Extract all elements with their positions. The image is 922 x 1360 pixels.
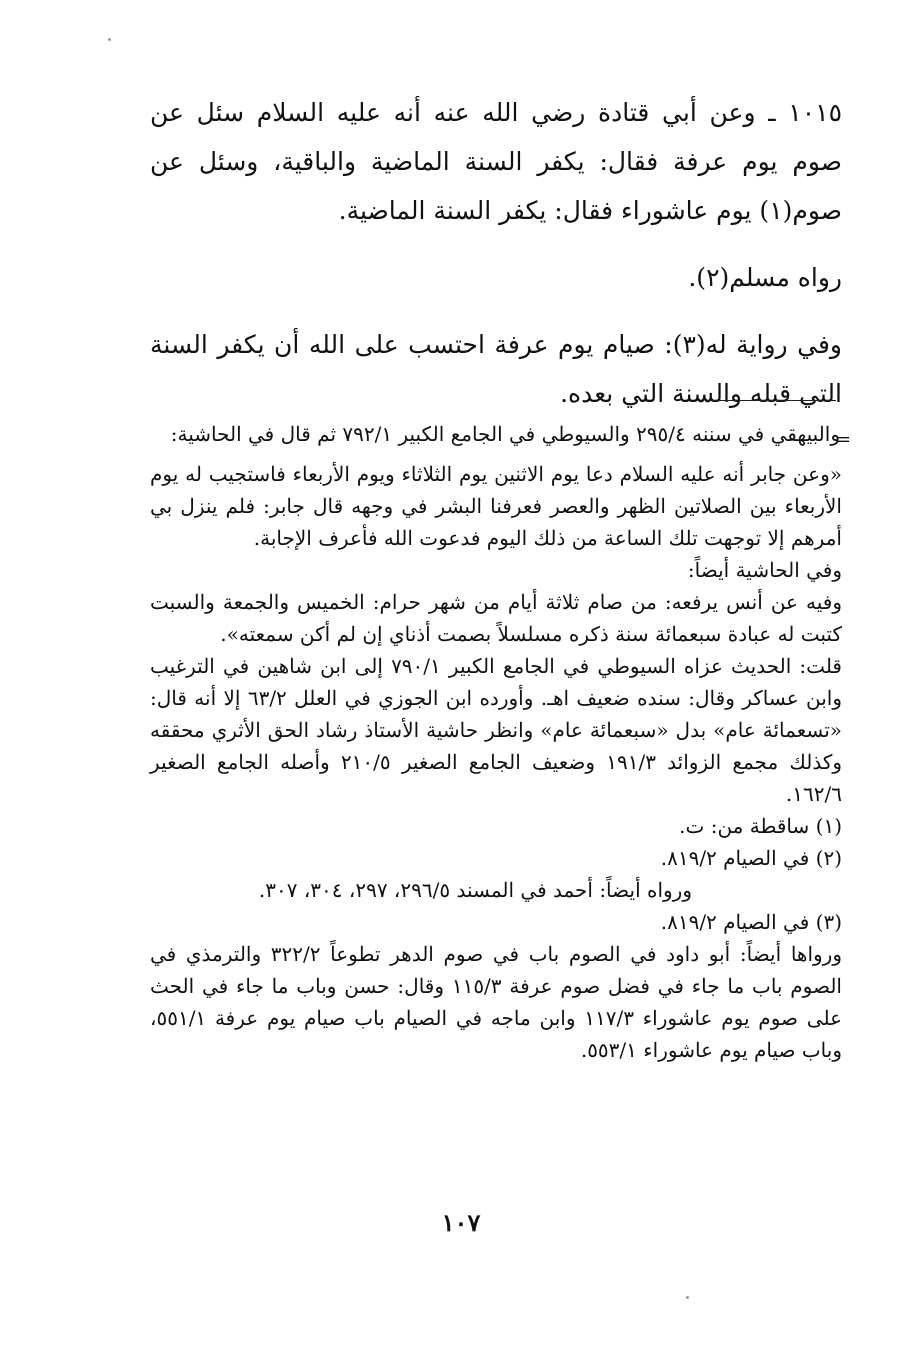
footnote-1: (١) ساقطة من: ت. — [679, 814, 842, 838]
narration-paragraph: رواه مسلم(٢). — [688, 263, 842, 292]
footnote-2-detail: ورواه أيضاً: أحمد في المسند ٢٩٦/٥، ٢٩٧، ٣٠٤، ٣٠٧. — [258, 878, 692, 902]
footnotes — [150, 418, 842, 1066]
footnote-continuation: والبيهقي في سننه ٢٩٥/٤ والسيوطي في الجامع الكبير ٧٩٢/١ ثم قال في الحاشية: — [170, 422, 840, 446]
footnote-3: (٣) في الصيام ٨١٩/٢. — [660, 910, 842, 934]
footnote-line: وفي الحاشية أيضاً: — [687, 558, 842, 582]
hadith-paragraph: ١٠١٥ ـ وعن أبي قتادة رضي الله عنه أنه عليه السلام سئل عن صوم يوم عرفة فقال: يكفر السنة الماضية والباقية، وسئل عن صوم(١) يوم عاشوراء فقال: يكفر السنة الماضية. — [150, 98, 842, 225]
variant-paragraph: وفي رواية له(٣): صيام يوم عرفة احتسب على الله أن يكفر السنة التي قبله والسنة التي بعده. — [150, 330, 842, 408]
footnote-2: (٢) في الصيام ٨١٩/٢. — [660, 846, 842, 870]
main-text — [150, 88, 842, 418]
footnote-3-detail: ورواها أيضاً: أبو داود في الصوم باب في صوم الدهر تطوعاً ٣٢٢/٢ والترمذي في الصوم باب ما جاء في فضل صوم عرفة ١١٥/٣ وقال: حسن وباب ما جاء في الحث على صوم يوم عاشوراء ١١٧/٣ وابن ماجه في الصيام باب صيام يوم عرفة ٥٥١/١، وباب صيام يوم عاشوراء ٥٥٣/١. — [150, 942, 842, 1062]
scan-speck — [108, 38, 111, 41]
footnote-separator — [706, 400, 836, 401]
scan-speck — [686, 1296, 689, 1299]
footnote-quote-2: وفيه عن أنس يرفعه: من صام ثلاثة أيام من شهر حرام: الخميس والجمعة والسبت كتبت له عبادة سبعمائة سنة ذكره مسلسلاً بصمت أذناي إن لم أكن سمعته». — [150, 590, 842, 646]
footnote-quote: «وعن جابر أنه عليه السلام دعا يوم الاثنين يوم الثلاثاء ويوم الأربعاء فاستجيب له يوم الأربعاء بين الصلاتين الظهر والعصر فعرفنا البشر في وجهه قال جابر: فلم ينزل بي أمرهم إلا توجهت تلك الساعة من ذلك اليوم فدعوت الله فأعرف الإجابة. — [150, 462, 842, 550]
footnote-comment: قلت: الحديث عزاه السيوطي في الجامع الكبير ٧٩٠/١ إلى ابن شاهين في الترغيب وابن عساكر وقال: سنده ضعيف اهـ. وأورده ابن الجوزي في العلل ٦٣/٢ إلا أنه قال: «تسعمائة عام» بدل «سبعمائة عام» وانظر حاشية الأستاذ رشاد الحق الأثري محققه وكذلك مجمع الزوائد ١٩١/٣ وضعيف الجامع الصغير ٢١٠/٥ وأصله الجامع الصغير ١٦٢/٦. — [150, 654, 843, 806]
continuation-mark: = — [836, 429, 852, 450]
page-number: ١٠٧ — [441, 1208, 481, 1237]
